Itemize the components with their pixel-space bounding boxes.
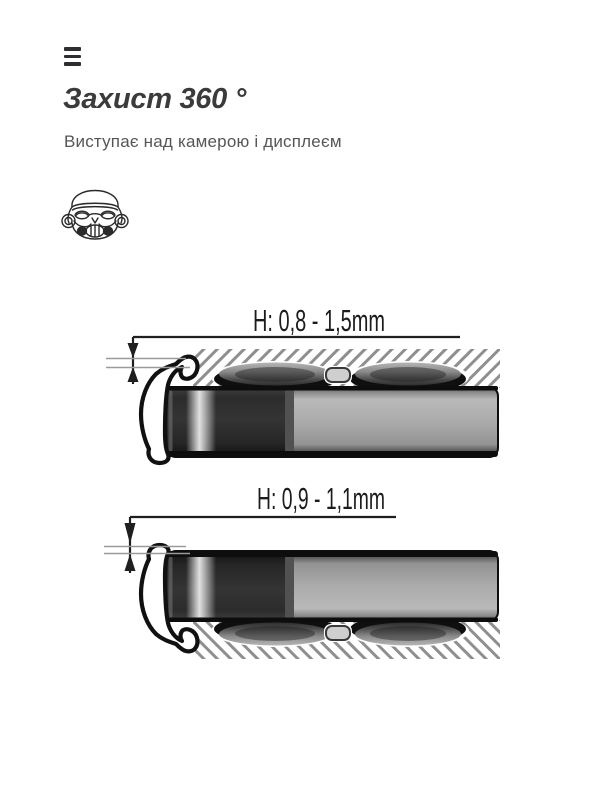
dimension-label-display: H: 0,9 - 1,1mm [257,481,385,516]
page-title: Захист 360 ° [63,83,247,115]
phone-in-case-camera-side [141,349,500,463]
dimension-label-camera: H: 0,8 - 1,5mm [253,303,385,338]
phone-in-case-display-side [141,545,500,659]
diagram-display-side [104,481,500,659]
diagram-camera-side [106,303,500,463]
page-subtitle: Виступає над камерою і дисплеєм [64,132,342,151]
